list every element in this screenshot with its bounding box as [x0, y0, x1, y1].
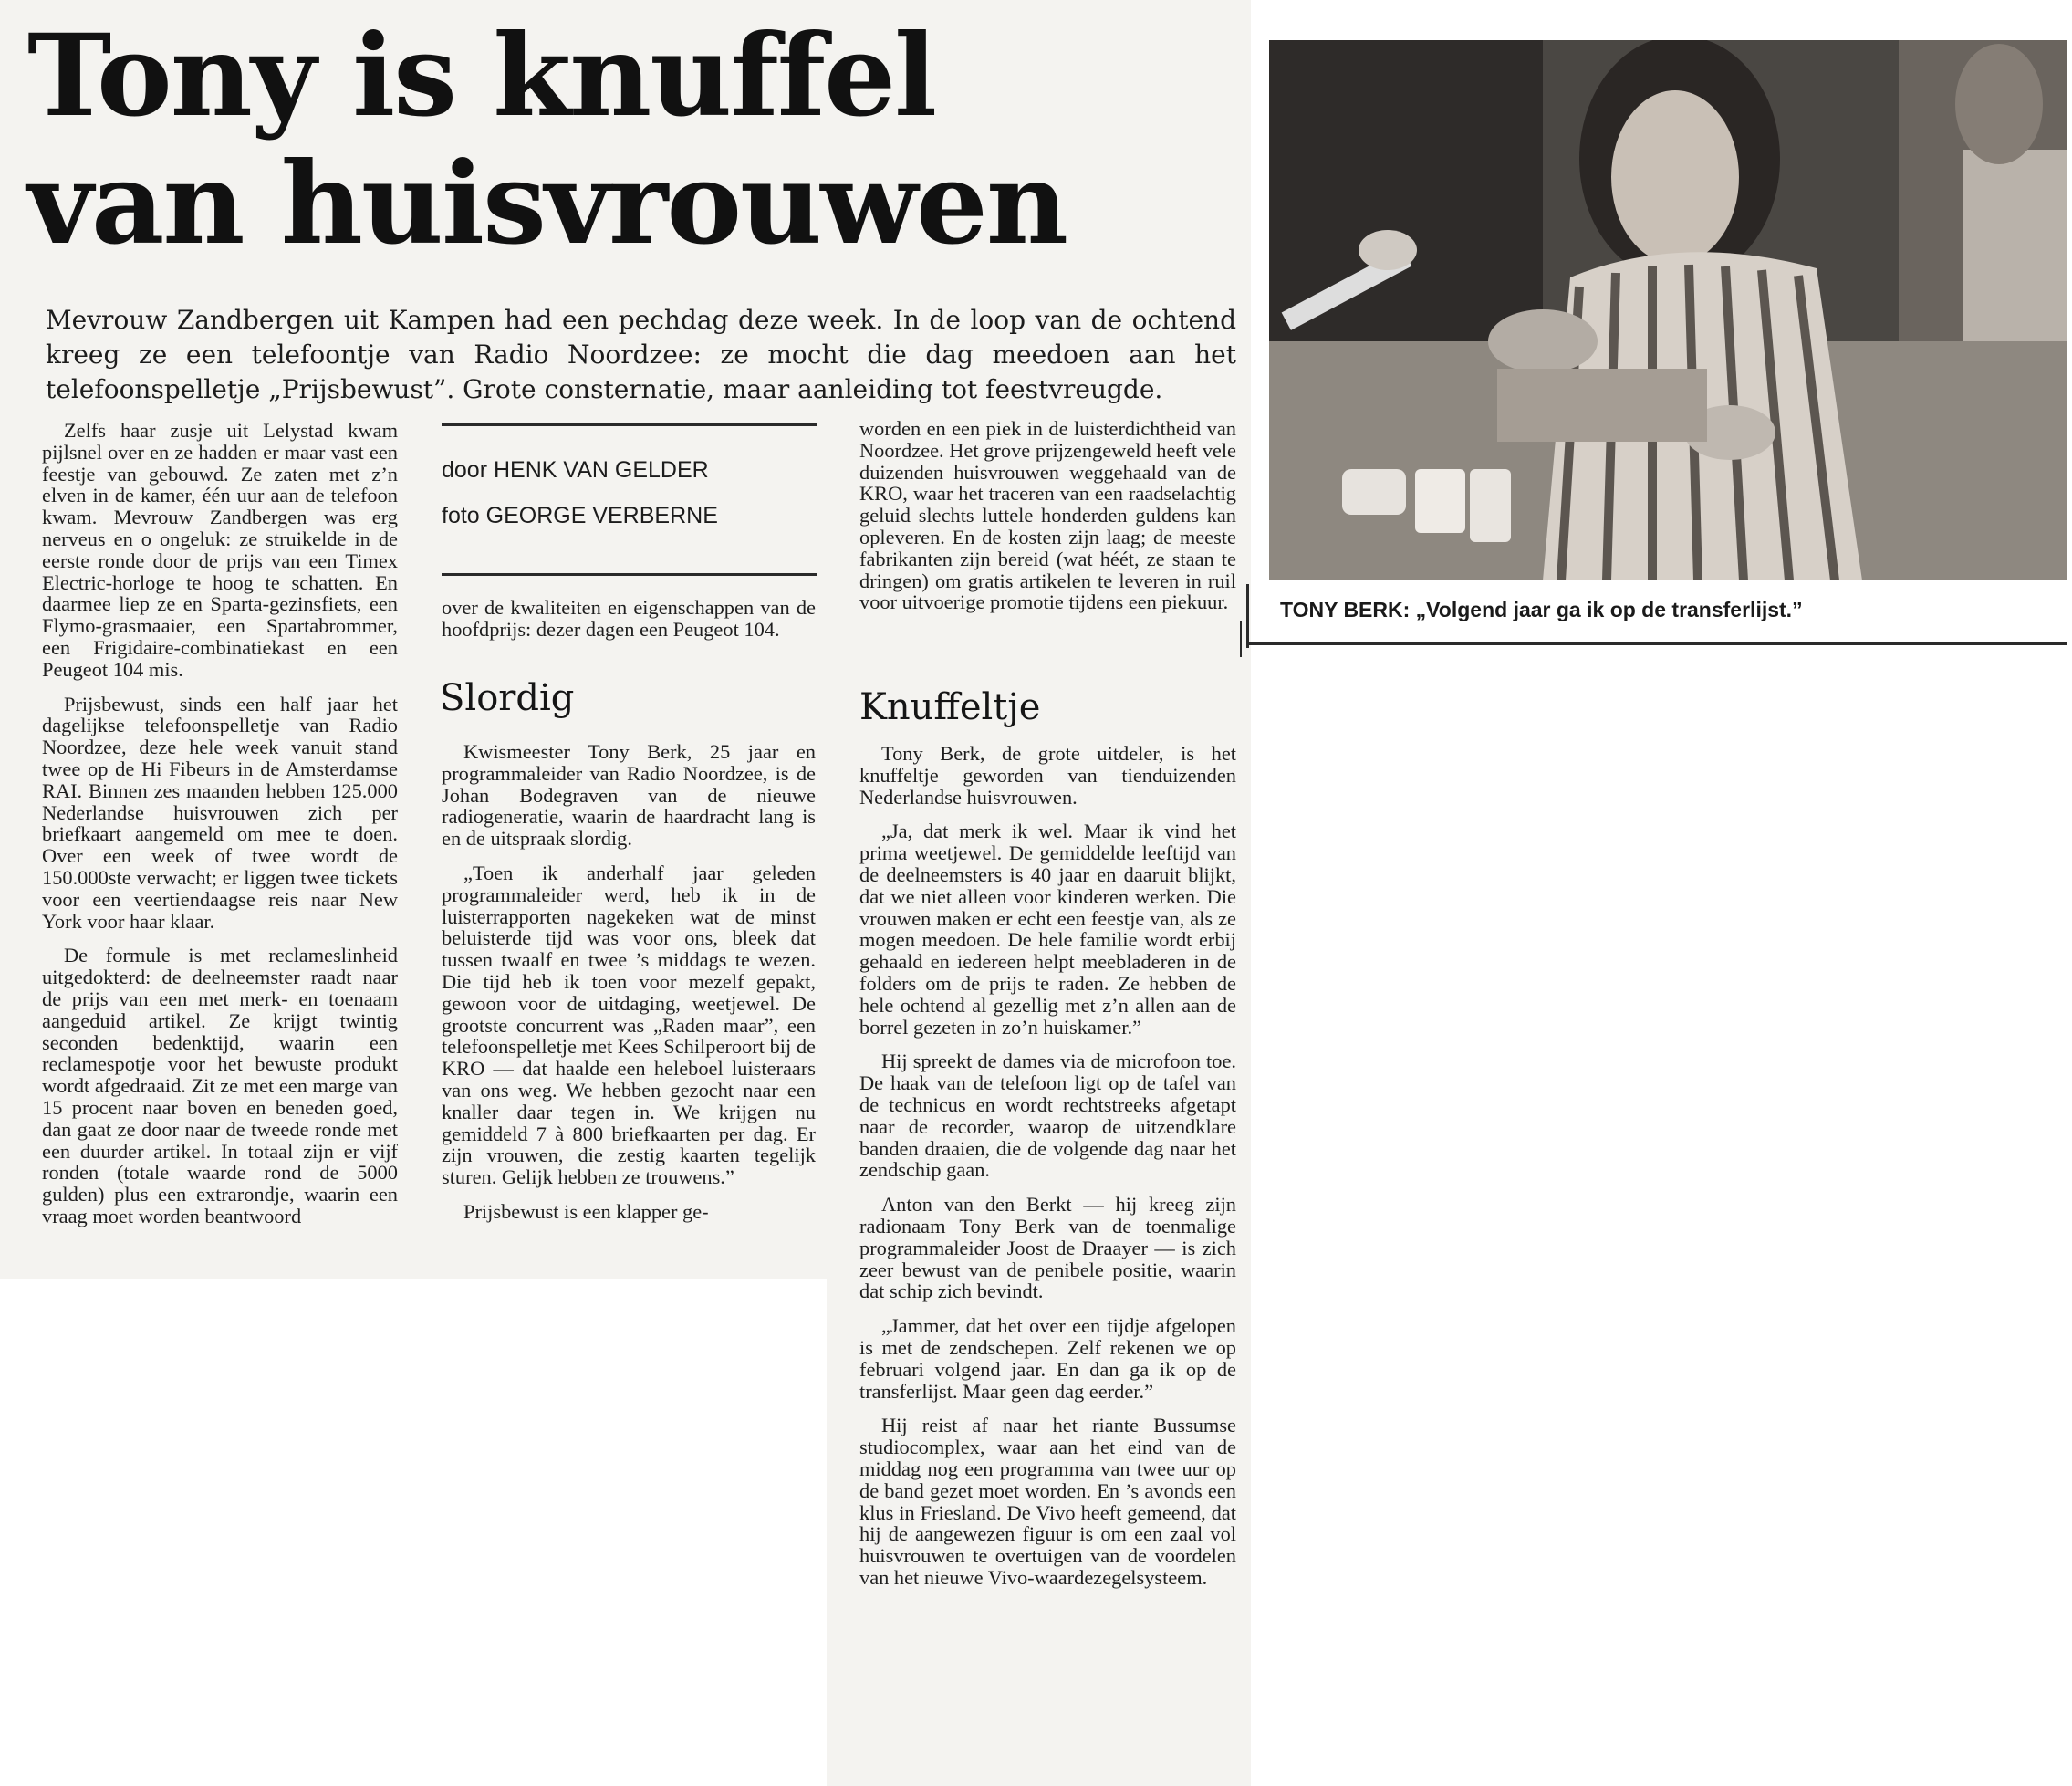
- headline-line-2: van huisvrouwen: [27, 138, 1067, 270]
- column-3: [859, 418, 1236, 613]
- paragraph-lead: worden en een piek in de luisterdichtheid van Noordzee. Het grove prijzengeweld heeft vele duizenden huisvrouwen weggehaald van de KRO, waar het traceren van een raadselachtig geluid slechts luttele honderden guldens kan opleveren. En de kosten zijn laag; de meeste fabrikanten zijn bereid (wat héét, ze staan te dringen) om gratis artikelen te leveren in ruil voor uitvoerige promotie tijdens een piekuur.: [859, 417, 1236, 614]
- headline: [27, 10, 1241, 270]
- byline-photo: foto GEORGE VERBERNE: [442, 503, 718, 528]
- paragraph: „Jammer, dat het over een tijdje afgelopen is met de zendschepen. Zelf rekenen we op februari volgend jaar. En dan ga ik op de transferlijst. Maar geen dag eerder.”: [859, 1314, 1236, 1403]
- column-2: [442, 597, 816, 641]
- paragraph: Kwismeester Tony Berk, 25 jaar en programmaleider van Radio Noordzee, is de Johan Bodegraven van de nieuwe radiogeneratie, waarin de haardracht lang is en de uitspraak slordig.: [442, 740, 816, 851]
- paragraph: „Ja, dat merk ik wel. Maar ik vind het prima weetjewel. De gemiddelde leeftijd van de deelneemsters is 40 jaar en daaruit blijkt, dat we niet alleen voor kinderen werken. Die vrouwen maken er echt een feestje van, als ze mogen meedoen. De hele familie wordt erbij gehaald en iedereen helpt meebladeren in de folders om de prijs te raden. Ze hebben de hele ochtend al gezellig met z’n allen aan de borrel gezeten in zo’n huiskamer.”: [859, 820, 1236, 1039]
- paragraph: De formule is met reclameslinheid uitgedokterd: de deelneemster raadt naar de prijs van een met merk- en toenaam aangeduid artikel. Ze krijgt twintig seconden bedenktijd, waarin een reclamespotje voor het bewuste produkt wordt afgedraaid. Zit ze met een marge van 15 procent naar boven en beneden goed, dan gaat ze door naar de tweede ronde met een duurder artikel. In totaal zijn er vijf ronden (totale waarde rond de 5000 gulden) plus een extrarondje, waarin een vraag moet worden beantwoord: [42, 944, 398, 1227]
- byline-author: door HENK VAN GELDER: [442, 457, 709, 483]
- photo-tony-berk: [1269, 40, 2067, 580]
- paragraph: Prijsbewust is een klapper ge-: [463, 1199, 709, 1223]
- photo-caption: TONY BERK: „Volgend jaar ga ik op de transferlijst.”: [1280, 598, 1803, 621]
- byline-rule-top: [442, 423, 817, 426]
- column-1: [42, 420, 398, 1227]
- subheading-knuffeltje: Knuffeltje: [859, 686, 1041, 728]
- column-3-side-rule: [1240, 621, 1242, 657]
- headline-line-1: Tony is knuffel: [27, 10, 936, 142]
- byline-rule-bottom: [442, 573, 817, 576]
- column-3-body: [859, 743, 1236, 1589]
- paragraph: Anton van den Berkt — hij kreeg zijn radionaam Tony Berk van de toenmalige programmaleider Joost de Draayer — is zich zeer bewust van de penibele positie, waarin dat schip zich bevindt.: [859, 1193, 1236, 1303]
- paragraph: Zelfs haar zusje uit Lelystad kwam pijlsnel over en ze hadden er maar vast een feestje van gebouwd. Ze zaten met z’n elven in de kamer, één uur aan de telefoon kwam. Mevrouw Zandbergen was erg nerveus en o ongeluk: ze struikelde in de eerste ronde door de prijs van een Timex Electric-horloge te hoog te schatten. En daarmee liep ze en Sparta-gezinsfiets, een Flymo-grasmaaier, een Spartabrommer, een Frigidaire-combinatiekast en een Peugeot 104 mis.: [42, 419, 398, 681]
- paragraph: Prijsbewust, sinds een half jaar het dagelijkse telefoonspelletje van Radio Noordzee, deze hele week vanuit stand twee op de Hi Fibeurs in de Amsterdamse RAI. Binnen zes maanden hebben 125.000 Nederlandse huisvrouwen zich per briefkaart aangemeld om mee te doen. Over een week of twee wordt de 150.000ste verwacht; er liggen twee tickets voor een veertiendaagse reis naar New York voor haar klaar.: [42, 692, 398, 933]
- column-2-body: [442, 741, 816, 1223]
- paragraph: Hij reist af naar het riante Bussumse studiocomplex, waar aan het eind van de middag nog een programma van twee uur op de band gezet moet worden. En ’s avonds een klus in Friesland. De Vivo heeft gemeend, dat hij de aangewezen figuur is om een zaal vol huisvrouwen te overtuigen van de voordelen van het nieuwe Vivo-waardezegelsysteem.: [859, 1414, 1236, 1589]
- photo-illustration: [1269, 40, 2067, 580]
- article-intro: Mevrouw Zandbergen uit Kampen had een pechdag deze week. In de loop van de ochtend kreeg ze een telefoontje van Radio Noordzee: ze mocht die dag meedoen aan het telefoonspelletje „Prijsbewust”. Grote consternatie, maar aanleiding tot feestvreugde.: [46, 305, 1236, 404]
- byline: [442, 447, 816, 538]
- caption-rule-left: [1246, 584, 1249, 648]
- paragraph-lead: over de kwaliteiten en eigenschappen van de hoofdprijs: dezer dagen een Peugeot 104.: [442, 596, 816, 641]
- paragraph: „Toen ik anderhalf jaar geleden programmaleider werd, heb ik in de luisterrapporten nagekeken wat de minst beluisterde tijd was voor ons, bleek dat tussen twaalf en twee ’s middags te wezen. Die tijd heb ik toen voor mezelf gepakt, gewoon voor de uitdaging, weetjewel. De grootste concurrent was „Raden maar”, een telefoonspelletje met Kees Schilperoort bij de KRO — dat haalde een heleboel luisteraars van ons weg. We hebben gezocht naar een knaller daar tegen in. We krijgen nu gemiddeld 7 à 800 briefkaarten per dag. Er zijn vrouwen, die zestig kaarten tegelijk sturen. Gelijk hebben ze trouwens.”: [442, 861, 816, 1189]
- subheading-slordig: Slordig: [440, 677, 575, 719]
- paragraph: Tony Berk, de grote uitdeler, is het knuffeltje geworden van tienduizenden Nederlandse huisvrouwen.: [859, 742, 1236, 809]
- caption-rule-bottom: [1246, 642, 2067, 645]
- paragraph: Hij spreekt de dames via de microfoon toe. De haak van de telefoon ligt op de tafel van de technicus en wordt rechtstreeks afgetapt naar de recorder, waarop de uitzendklare banden draaien, die de volgende dag naar het zendschip gaan.: [859, 1050, 1236, 1182]
